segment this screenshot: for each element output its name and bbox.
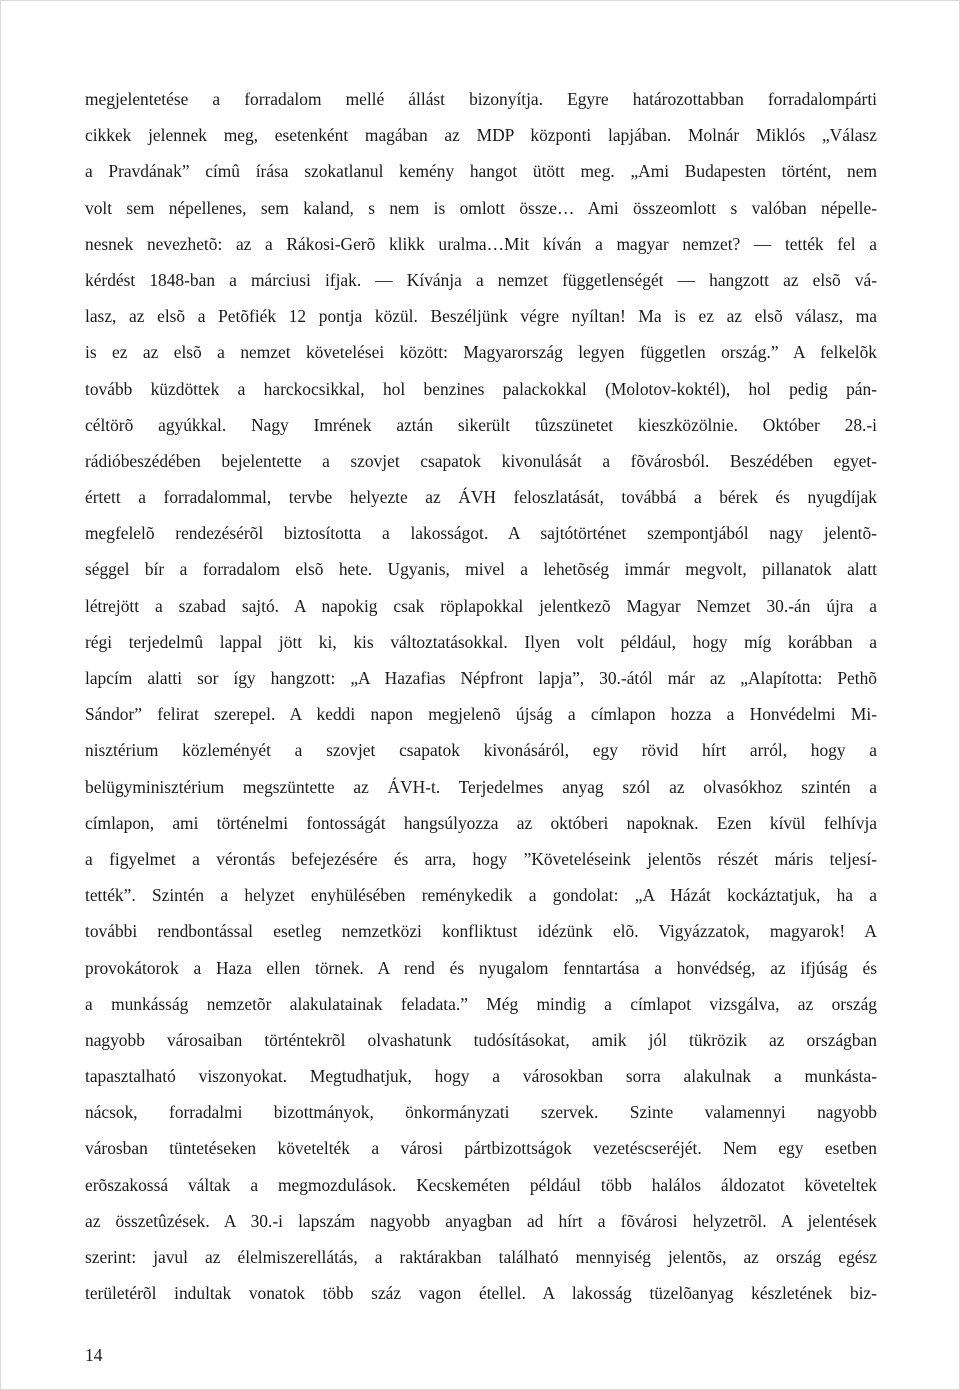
text-line: céltörõ agyúkkal. Nagy Imrének aztán sikerült tûzszünetet kieszközölnie. Október 28.-i [85,414,877,435]
text-line: további rendbontással esetleg nemzetközi konfliktust idézünk elõ. Vigyázzatok, magyarok! A [85,921,877,942]
text-line: nácsok, forradalmi bizottmányok, önkormányzati szervek. Szinte valamennyi nagyobb [85,1102,877,1123]
text-line: tették”. Szintén a helyzet enyhülésében reménykedik a gondolat: „A Házát kockáztatjuk, ha a [85,885,877,906]
text-line: volt sem népellenes, sem kaland, s nem is omlott össze… Ami összeomlott s valóban népelle- [85,197,877,218]
text-line: séggel bír a forradalom elsõ hete. Ugyanis, mivel a lehetõség immár megvolt, pillanatok alatt [85,559,877,580]
text-line: városban tüntetéseken követelték a városi pártbizottságok vezetéscseréjét. Nem egy esetben [85,1138,877,1159]
text-line: lapcím alatti sor így hangzott: „A Hazafias Népfront lapja”, 30.-ától már az „Alapította: Pethõ [85,668,877,688]
text-line: kérdést 1848-ban a márciusi ifjak. — Kívánja a nemzet függetlenségét — hangzott az elsõ vá- [85,269,877,290]
text-line: nesnek nevezhetõ: az a Rákosi-Gerõ klikk uralma…Mit kíván a magyar nemzet? — tették fel a [85,233,877,254]
text-line: a figyelmet a vérontás befejezésére és arra, hogy ”Követeléseink jelentõs részét máris teljesí- [85,848,877,869]
text-line: Sándor” felirat szerepel. A keddi napon megjelenõ újság a címlapon hozza a Honvédelmi Mi- [85,704,877,725]
text-line: a Pravdának” címû írása szokatlanul kemény hangot ütött meg. „Ami Budapesten történt, nem [85,161,877,182]
text-line: belügyminisztérium megszüntette az ÁVH-t. Terjedelmes anyag szól az olvasókhoz szintén a [85,776,877,797]
text-line: a munkásság nemzetõr alakulatainak feladata.” Még mindig a címlapot vizsgálva, az ország [85,993,877,1014]
text-line: tapasztalható viszonyokat. Megtudhatjuk, hogy a városokban sorra alakulnak a munkásta- [85,1066,877,1087]
text-line: erõszakossá váltak a megmozdulások. Kecskeméten például több halálos áldozatot követeltek [85,1174,877,1195]
text-line: létrejött a szabad sajtó. A napokig csak röplapokkal jelentkezõ Magyar Nemzet 30.-án újra a [85,595,877,616]
text-line: cikkek jelennek meg, esetenként magában az MDP központi lapjában. Molnár Miklós „Válasz [85,125,877,146]
text-line: szerint: javul az élelmiszerellátás, a raktárakban található mennyiség jelentõs, az ország egész [85,1247,877,1267]
body-text [85,81,877,1311]
text-line: értett a forradalommal, tervbe helyezte az ÁVH feloszlatását, továbbá a bérek és nyugdíjak [85,487,877,508]
text-line: területérõl indultak vonatok több száz vagon étellel. A lakosság tüzelõanyag készletének biz- [85,1283,877,1304]
text-line: az összetûzések. A 30.-i lapszám nagyobb anyagban ad hírt a fõvárosi helyzetrõl. A jelentések [85,1210,877,1231]
text-line: provokátorok a Haza ellen törnek. A rend és nyugalom fenntartása a honvédség, az ifjúság és [85,957,877,978]
text-line: rádióbeszédében bejelentette a szovjet csapatok kivonulását a fõvárosból. Beszédében egyet- [85,450,877,471]
text-line: régi terjedelmû lappal jött ki, kis változtatásokkal. Ilyen volt például, hogy míg korábban a [85,631,877,652]
text-line: nisztérium közleményét a szovjet csapatok kivonásáról, egy rövid hírt arról, hogy a [85,740,877,761]
text-line: címlapon, ami történelmi fontosságát hangsúlyozza az októberi napoknak. Ezen kívül felhívja [85,812,877,833]
text-line: megfelelõ rendezésérõl biztosította a lakosságot. A sajtótörténet szempontjából nagy jelentõ- [85,523,877,544]
text-line: nagyobb városaiban történtekrõl olvashatunk tudósításokat, amik jól tükrözik az országban [85,1029,877,1050]
text-line: megjelentetése a forradalom mellé állást bizonyítja. Egyre határozottabban forradalompárti [85,89,877,109]
text-line: lasz, az elsõ a Petõfiék 12 pontja közül. Beszéljünk végre nyíltan! Ma is ez az elsõ válasz, ma [85,306,877,327]
text-line: is ez az elsõ a nemzet követelései között: Magyarország legyen független ország.” A felkelõk [85,342,877,363]
text-line: tovább küzdöttek a harckocsikkal, hol benzines palackokkal (Molotov-koktél), hol pedig pán- [85,378,877,399]
page-number: 14 [85,1345,103,1365]
